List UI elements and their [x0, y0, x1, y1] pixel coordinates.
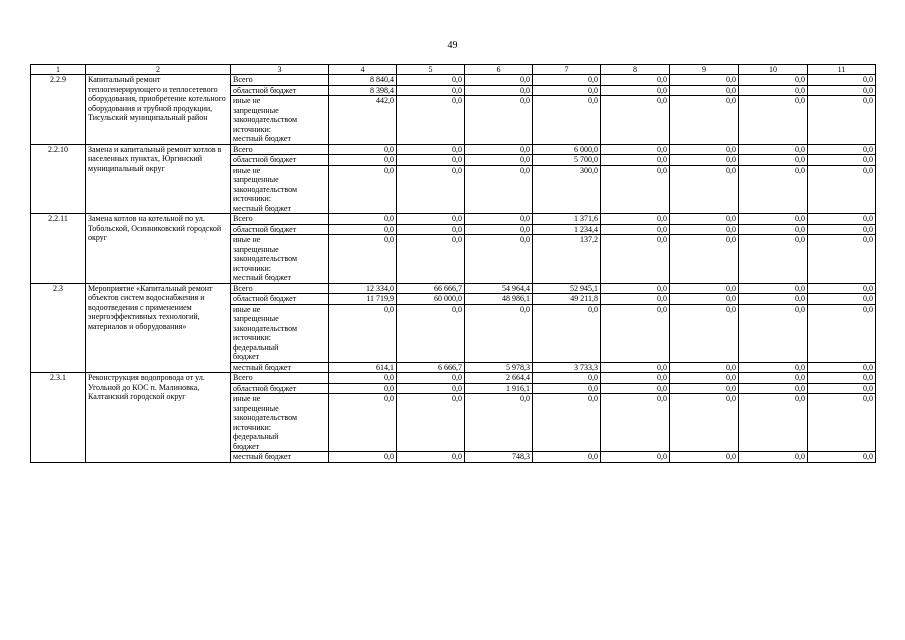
funding-source [231, 96, 329, 145]
amount-cell: 0,0 [397, 224, 465, 235]
amount-cell: 0,0 [739, 155, 808, 166]
amount-cell: 0,0 [670, 294, 739, 305]
funding-source-line: источники: [233, 124, 271, 134]
column-header: 1 [31, 65, 86, 75]
table-row [31, 373, 876, 384]
funding-source [231, 383, 329, 394]
amount-cell: 0,0 [533, 96, 601, 145]
amount-cell: 0,0 [601, 283, 670, 294]
amount-cell: 0,0 [670, 165, 739, 214]
amount-cell: 0,0 [397, 144, 465, 155]
amount-cell: 0,0 [808, 144, 876, 155]
amount-cell: 1 234,4 [533, 224, 601, 235]
amount-cell: 300,0 [533, 165, 601, 214]
funding-source-line: местный бюджет [233, 134, 291, 143]
amount-cell: 0,0 [739, 362, 808, 373]
funding-source-line: иные не [233, 96, 261, 105]
amount-cell: 0,0 [670, 304, 739, 362]
funding-source [231, 452, 329, 463]
amount-cell: 0,0 [739, 394, 808, 452]
amount-cell: 5 700,0 [533, 155, 601, 166]
amount-cell: 0,0 [808, 283, 876, 294]
amount-cell: 0,0 [329, 235, 397, 284]
funding-source [231, 165, 329, 214]
amount-cell: 0,0 [670, 383, 739, 394]
amount-cell: 0,0 [601, 96, 670, 145]
funding-source-line: Всего [233, 283, 253, 293]
funding-source [231, 283, 329, 294]
amount-cell: 1 371,6 [533, 214, 601, 225]
amount-cell: 0,0 [533, 394, 601, 452]
column-header: 2 [86, 65, 231, 75]
funding-source-line: иные не [233, 235, 261, 244]
amount-cell: 0,0 [329, 304, 397, 362]
amount-cell: 0,0 [533, 373, 601, 384]
budget-table [30, 64, 876, 463]
amount-cell: 0,0 [808, 165, 876, 214]
funding-source [231, 394, 329, 452]
amount-cell: 0,0 [533, 383, 601, 394]
table-row [31, 75, 876, 86]
funding-source [231, 75, 329, 86]
funding-source [231, 144, 329, 155]
column-header: 5 [397, 65, 465, 75]
amount-cell: 0,0 [601, 75, 670, 86]
amount-cell: 0,0 [601, 304, 670, 362]
amount-cell: 60 000,0 [397, 294, 465, 305]
amount-cell: 0,0 [601, 165, 670, 214]
amount-cell: 0,0 [808, 214, 876, 225]
amount-cell: 0,0 [465, 214, 533, 225]
amount-cell: 0,0 [739, 373, 808, 384]
funding-source-line: федеральный [233, 342, 279, 352]
page-number: 49 [447, 40, 458, 51]
amount-cell: 0,0 [808, 96, 876, 145]
amount-cell: 6 666,7 [397, 362, 465, 373]
amount-cell: 442,0 [329, 96, 397, 145]
amount-cell: 0,0 [670, 452, 739, 463]
item-code: 2.2.11 [31, 214, 86, 284]
amount-cell: 12 334,0 [329, 283, 397, 294]
amount-cell: 614,1 [329, 362, 397, 373]
amount-cell: 54 964,4 [465, 283, 533, 294]
amount-cell: 1 916,1 [465, 383, 533, 394]
table-body [31, 75, 876, 463]
amount-cell: 0,0 [465, 235, 533, 284]
amount-cell: 0,0 [601, 394, 670, 452]
amount-cell: 0,0 [397, 85, 465, 96]
amount-cell: 0,0 [397, 383, 465, 394]
amount-cell: 0,0 [739, 383, 808, 394]
amount-cell: 0,0 [465, 155, 533, 166]
amount-cell: 0,0 [670, 362, 739, 373]
amount-cell: 0,0 [601, 452, 670, 463]
funding-source-line: иные не [233, 304, 261, 314]
funding-source-line: законодательством [233, 323, 298, 333]
amount-cell: 0,0 [670, 85, 739, 96]
amount-cell: 6 000,0 [533, 144, 601, 155]
amount-cell: 66 666,7 [397, 283, 465, 294]
amount-cell: 0,0 [329, 144, 397, 155]
amount-cell: 0,0 [739, 75, 808, 86]
funding-source-line: Всего [233, 144, 253, 154]
amount-cell: 0,0 [601, 373, 670, 384]
funding-source-line: запрещенные [233, 105, 279, 115]
amount-cell: 0,0 [739, 96, 808, 145]
amount-cell: 0,0 [329, 165, 397, 214]
funding-source-line: местный бюджет [233, 452, 291, 461]
funding-source-line: областной бюджет [233, 294, 297, 303]
amount-cell: 0,0 [670, 283, 739, 294]
item-name: Замена котлов на котельной по ул. Тобольской, Осинниковский городской округ [86, 214, 231, 284]
amount-cell: 11 719,9 [329, 294, 397, 305]
funding-source-line: источники: [233, 422, 271, 432]
amount-cell: 0,0 [670, 214, 739, 225]
amount-cell: 2 664,4 [465, 373, 533, 384]
amount-cell: 0,0 [808, 224, 876, 235]
funding-source-line: источники: [233, 333, 271, 342]
amount-cell: 0,0 [670, 96, 739, 145]
amount-cell: 52 945,1 [533, 283, 601, 294]
amount-cell: 0,0 [739, 224, 808, 235]
column-header: 10 [739, 65, 808, 75]
funding-source [231, 373, 329, 384]
amount-cell: 0,0 [808, 75, 876, 86]
amount-cell: 0,0 [601, 214, 670, 225]
amount-cell: 0,0 [465, 304, 533, 362]
amount-cell: 0,0 [465, 144, 533, 155]
funding-source [231, 304, 329, 362]
amount-cell: 0,0 [465, 75, 533, 86]
item-name: Мероприятие «Капитальный ремонт объектов систем водоснабжения и водоотведения с применением энергоэффективных технологий, материалов и оборудования» [86, 283, 231, 373]
column-number-row [31, 65, 876, 75]
amount-cell: 49 211,8 [533, 294, 601, 305]
item-name: Замена и капитальный ремонт котлов в населенных пунктах, Юргинский муниципальный округ [86, 144, 231, 214]
amount-cell: 0,0 [808, 452, 876, 463]
item-code: 2.2.10 [31, 144, 86, 214]
amount-cell: 0,0 [465, 96, 533, 145]
amount-cell: 0,0 [670, 235, 739, 284]
amount-cell: 748,3 [465, 452, 533, 463]
amount-cell: 0,0 [601, 224, 670, 235]
funding-source-line: законодательством [233, 115, 298, 124]
item-name: Капитальный ремонт теплогенерирующего и теплосетевого оборудования, приобретение котельного оборудования и трубной продукции, Тисульский муниципальный район [86, 75, 231, 145]
amount-cell: 0,0 [329, 155, 397, 166]
amount-cell: 0,0 [601, 85, 670, 96]
funding-source-line: запрещенные [233, 314, 279, 323]
funding-source-line: местный бюджет [233, 273, 291, 282]
column-header: 7 [533, 65, 601, 75]
funding-source [231, 214, 329, 225]
funding-source [231, 155, 329, 166]
funding-source [231, 235, 329, 284]
amount-cell: 0,0 [397, 165, 465, 214]
funding-source-line: бюджет [233, 441, 260, 451]
amount-cell: 5 978,3 [465, 362, 533, 373]
funding-source [231, 294, 329, 305]
amount-cell: 0,0 [739, 304, 808, 362]
amount-cell: 0,0 [533, 304, 601, 362]
funding-source [231, 85, 329, 96]
item-code: 2.3.1 [31, 373, 86, 463]
amount-cell: 0,0 [739, 294, 808, 305]
amount-cell: 0,0 [533, 452, 601, 463]
amount-cell: 0,0 [601, 362, 670, 373]
amount-cell: 0,0 [397, 155, 465, 166]
column-header: 8 [601, 65, 670, 75]
amount-cell: 0,0 [533, 75, 601, 86]
funding-source-line: источники: [233, 263, 271, 273]
funding-source-line: федеральный [233, 432, 279, 441]
amount-cell: 0,0 [808, 383, 876, 394]
amount-cell: 0,0 [808, 235, 876, 284]
amount-cell: 0,0 [670, 224, 739, 235]
amount-cell: 0,0 [397, 96, 465, 145]
amount-cell: 0,0 [739, 165, 808, 214]
amount-cell: 0,0 [397, 214, 465, 225]
table-row [31, 214, 876, 225]
amount-cell: 0,0 [329, 224, 397, 235]
amount-cell: 0,0 [329, 373, 397, 384]
item-code: 2.3 [31, 283, 86, 373]
amount-cell: 0,0 [397, 373, 465, 384]
amount-cell: 0,0 [397, 235, 465, 284]
amount-cell: 0,0 [808, 294, 876, 305]
amount-cell: 0,0 [739, 85, 808, 96]
column-header: 11 [808, 65, 876, 75]
amount-cell: 0,0 [533, 85, 601, 96]
amount-cell: 0,0 [739, 283, 808, 294]
funding-source-line: Всего [233, 373, 253, 382]
amount-cell: 0,0 [739, 144, 808, 155]
amount-cell: 0,0 [670, 144, 739, 155]
item-code: 2.2.9 [31, 75, 86, 145]
amount-cell: 0,0 [329, 214, 397, 225]
funding-source-line: областной бюджет [233, 155, 297, 164]
column-header: 6 [465, 65, 533, 75]
funding-source-line: законодательством [233, 413, 298, 422]
amount-cell: 0,0 [465, 224, 533, 235]
amount-cell: 8 840,4 [329, 75, 397, 86]
funding-source-line: запрещенные [233, 244, 279, 254]
funding-source-line: местный бюджет [233, 362, 291, 372]
amount-cell: 137,2 [533, 235, 601, 284]
amount-cell: 0,0 [465, 85, 533, 96]
funding-source-line: бюджет [233, 352, 260, 361]
amount-cell: 48 986,1 [465, 294, 533, 305]
amount-cell: 0,0 [808, 362, 876, 373]
amount-cell: 0,0 [397, 394, 465, 452]
funding-source-line: местный бюджет [233, 203, 291, 213]
column-header: 3 [231, 65, 329, 75]
funding-source-line: областной бюджет [233, 85, 297, 95]
amount-cell: 0,0 [465, 165, 533, 214]
amount-cell: 0,0 [329, 394, 397, 452]
funding-source-line: законодательством [233, 254, 298, 263]
amount-cell: 0,0 [601, 383, 670, 394]
funding-source [231, 362, 329, 373]
amount-cell: 0,0 [739, 214, 808, 225]
funding-source [231, 224, 329, 235]
funding-source-line: областной бюджет [233, 383, 297, 393]
amount-cell: 0,0 [670, 373, 739, 384]
funding-source-line: запрещенные [233, 175, 279, 184]
column-header: 9 [670, 65, 739, 75]
amount-cell: 0,0 [601, 294, 670, 305]
amount-cell: 0,0 [601, 144, 670, 155]
funding-source-line: иные не [233, 394, 261, 403]
amount-cell: 0,0 [808, 85, 876, 96]
item-name: Реконструкция водопровода от ул. Угольной до КОС п. Малиновка, Калтанский городской округ [86, 373, 231, 463]
amount-cell: 0,0 [739, 452, 808, 463]
funding-source-line: областной бюджет [233, 224, 297, 234]
amount-cell: 0,0 [808, 373, 876, 384]
amount-cell: 0,0 [329, 383, 397, 394]
amount-cell: 0,0 [329, 452, 397, 463]
amount-cell: 0,0 [670, 394, 739, 452]
column-header: 4 [329, 65, 397, 75]
amount-cell: 0,0 [601, 235, 670, 284]
amount-cell: 0,0 [397, 304, 465, 362]
amount-cell: 0,0 [739, 235, 808, 284]
amount-cell: 0,0 [670, 75, 739, 86]
amount-cell: 0,0 [601, 155, 670, 166]
table-row [31, 144, 876, 155]
amount-cell: 0,0 [808, 304, 876, 362]
amount-cell: 0,0 [670, 155, 739, 166]
amount-cell: 0,0 [397, 75, 465, 86]
amount-cell: 3 733,3 [533, 362, 601, 373]
funding-source-line: Всего [233, 214, 253, 223]
amount-cell: 0,0 [808, 394, 876, 452]
funding-source-line: законодательством [233, 184, 298, 194]
funding-source-line: Всего [233, 75, 253, 84]
funding-source-line: источники: [233, 194, 271, 203]
amount-cell: 0,0 [465, 394, 533, 452]
table-row [31, 283, 876, 294]
funding-source-line: запрещенные [233, 403, 279, 413]
amount-cell: 8 398,4 [329, 85, 397, 96]
funding-source-line: иные не [233, 165, 261, 175]
amount-cell: 0,0 [808, 155, 876, 166]
amount-cell: 0,0 [397, 452, 465, 463]
